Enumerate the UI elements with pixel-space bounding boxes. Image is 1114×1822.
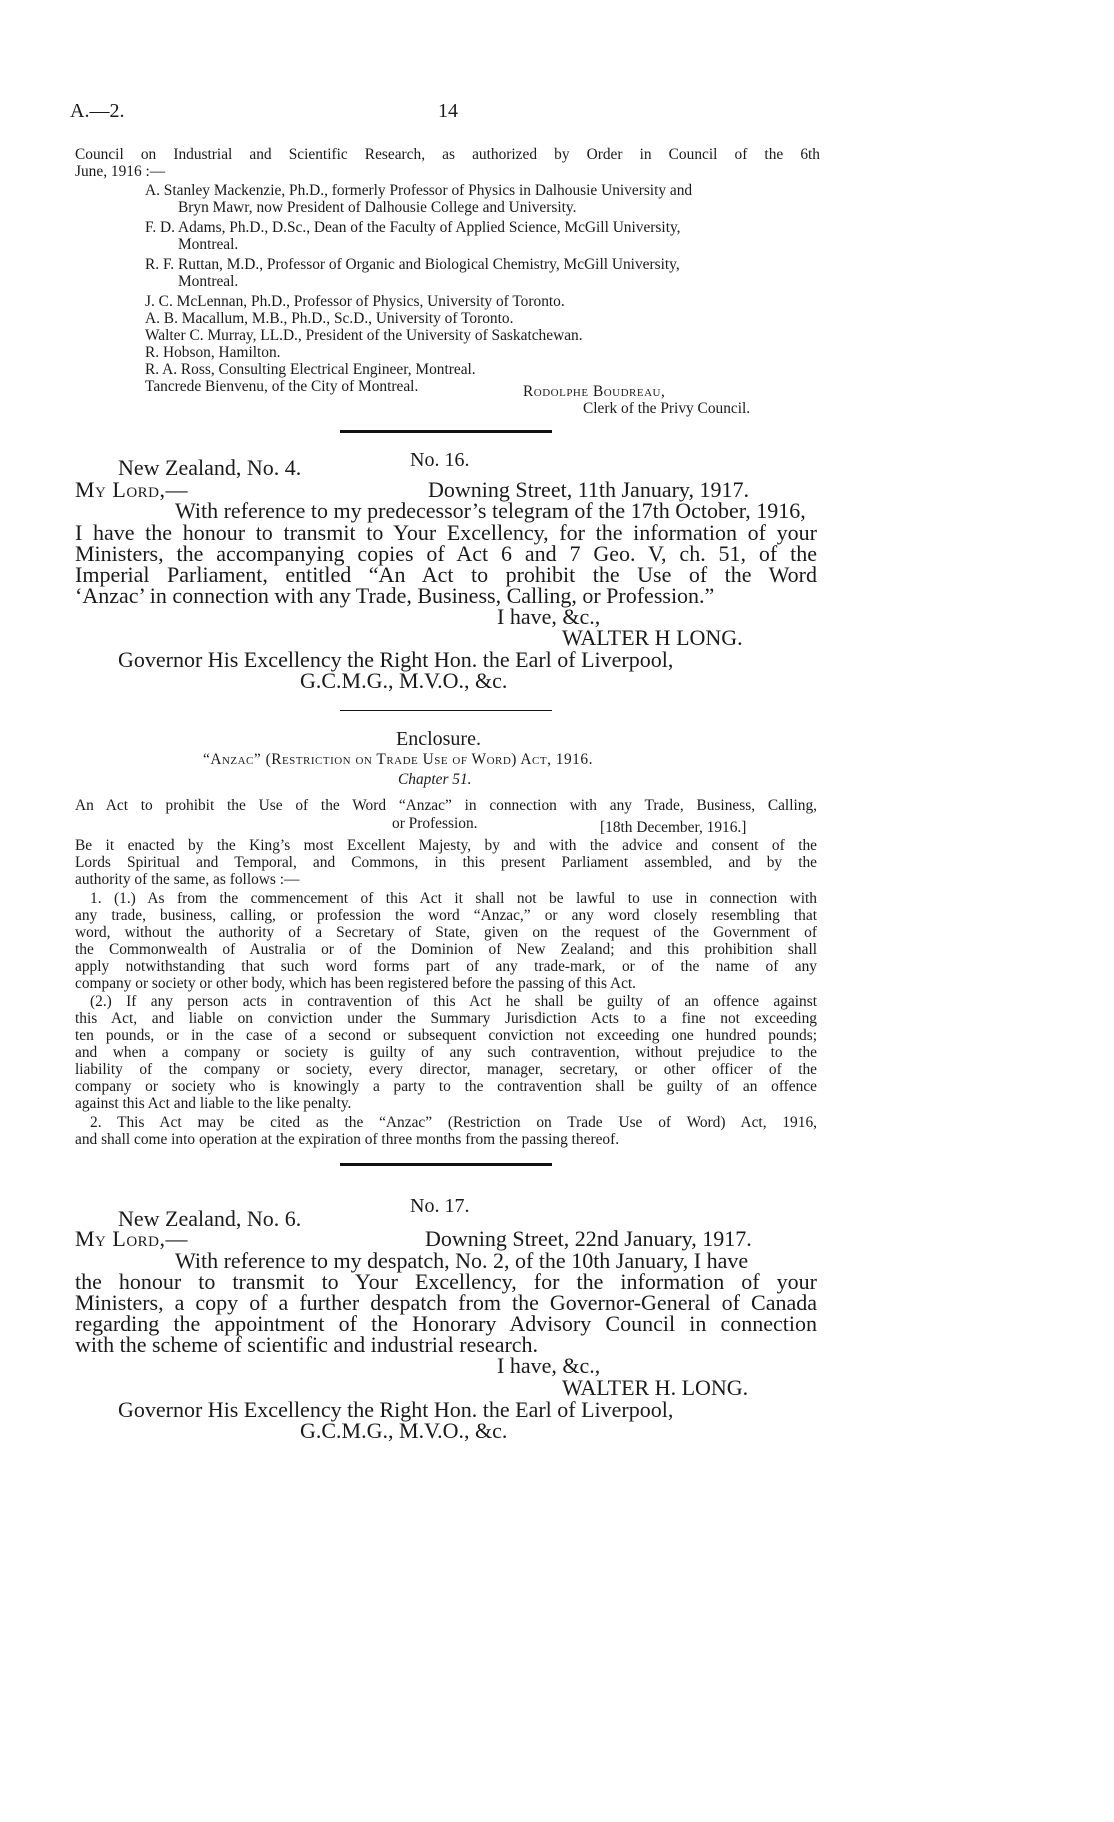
- place-date: Downing Street, 11th January, 1917.: [428, 477, 749, 502]
- salutation: My Lord,—: [75, 1226, 189, 1251]
- signature: WALTER H. LONG.: [562, 1375, 749, 1400]
- body-line: With reference to my predecessor’s telegram of the 17th October, 1916,: [175, 498, 806, 523]
- section-divider: [340, 430, 552, 433]
- section-1-1: word, without the authority of a Secretary of State, given on the request of the Government of: [75, 924, 817, 941]
- section-1-2: (2.) If any person acts in contravention of this Act he shall be guilty of an offence against: [90, 993, 817, 1010]
- enclosure-heading: Enclosure.: [396, 728, 481, 750]
- document-reference: A.—2.: [70, 100, 125, 122]
- act-long-title-cont: or Profession.: [392, 815, 478, 832]
- closing: I have, &c.,: [497, 1353, 601, 1378]
- addressee: Governor His Excellency the Right Hon. the Earl of Liverpool,: [118, 647, 674, 672]
- section-1-2: liability of the company or society, every director, manager, secretary, or other officer of the: [75, 1061, 817, 1078]
- body-line: Ministers, a copy of a further despatch from the Governor-General of Canada: [75, 1290, 817, 1315]
- section-divider: [340, 1163, 552, 1166]
- place-date: Downing Street, 22nd January, 1917.: [425, 1226, 752, 1251]
- act-chapter: Chapter 51.: [398, 771, 472, 788]
- despatch-country: New Zealand, No. 6.: [118, 1206, 302, 1231]
- section-1-1: company or society or other body, which has been registered before the passing of this Act.: [75, 975, 637, 992]
- body-line: Imperial Parliament, entitled “An Act to prohibit the Use of the Word: [75, 562, 817, 587]
- council-member: Walter C. Murray, LL.D., President of the University of Saskatchewan.: [145, 327, 583, 344]
- section-1-2: against this Act and liable to the like penalty.: [75, 1095, 352, 1112]
- section-1-1: 1. (1.) As from the commencement of this Act it shall not be lawful to use in connection with: [90, 890, 817, 907]
- despatch-number: No. 17.: [410, 1195, 470, 1217]
- council-member: Tancrede Bienvenu, of the City of Montreal.: [145, 378, 419, 395]
- signatory-title: Clerk of the Privy Council.: [583, 400, 751, 417]
- body-line: regarding the appointment of the Honorary Advisory Council in connection: [75, 1311, 817, 1336]
- council-member: R. F. Ruttan, M.D., Professor of Organic and Biological Chemistry, McGill University,: [145, 256, 680, 273]
- body-line: with the scheme of scientific and industrial research.: [75, 1332, 539, 1357]
- enacting-clause: authority of the same, as follows :—: [75, 871, 300, 888]
- council-member: R. Hobson, Hamilton.: [145, 344, 281, 361]
- body-line: the honour to transmit to Your Excellency, for the information of your: [75, 1269, 817, 1294]
- despatch-country: New Zealand, No. 4.: [118, 455, 302, 480]
- section-1-2: this Act, and liable on conviction under the Summary Jurisdiction Acts to a fine not exceeding: [75, 1010, 817, 1027]
- section-1-1: apply notwithstanding that such word forms part of any trade-mark, or of the name of any: [75, 958, 817, 975]
- council-member: J. C. McLennan, Ph.D., Professor of Physics, University of Toronto.: [145, 293, 565, 310]
- body-line: ‘Anzac’ in connection with any Trade, Business, Calling, or Profession.”: [75, 583, 715, 608]
- addressee-honours: G.C.M.G., M.V.O., &c.: [300, 1418, 508, 1443]
- closing: I have, &c.,: [497, 604, 601, 629]
- signatory-name: Rodolphe Boudreau,: [523, 383, 666, 400]
- council-intro: Council on Industrial and Scientific Research, as authorized by Order in Council of the 6th: [75, 146, 820, 163]
- council-member-cont: Montreal.: [178, 236, 239, 253]
- addressee: Governor His Excellency the Right Hon. the Earl of Liverpool,: [118, 1397, 674, 1422]
- salutation: My Lord,—: [75, 477, 189, 502]
- despatch-number: No. 16.: [410, 449, 470, 471]
- section-1-2: ten pounds, or in the case of a second or subsequent conviction not exceeding one hundred pounds;: [75, 1027, 817, 1044]
- council-member-cont: Montreal.: [178, 273, 239, 290]
- act-title: “Anzac” (Restriction on Trade Use of Word) Act, 1916.: [203, 751, 593, 768]
- section-divider: [340, 710, 552, 711]
- section-2: and shall come into operation at the expiration of three months from the passing thereof.: [75, 1131, 620, 1148]
- act-long-title: An Act to prohibit the Use of the Word “Anzac” in connection with any Trade, Business, Calling,: [75, 797, 817, 814]
- body-line: I have the honour to transmit to Your Excellency, for the information of your: [75, 520, 817, 545]
- council-member: R. A. Ross, Consulting Electrical Engineer, Montreal.: [145, 361, 476, 378]
- council-member-cont: Bryn Mawr, now President of Dalhousie College and University.: [178, 199, 577, 216]
- section-1-2: and when a company or society is guilty of any such contravention, without prejudice to the: [75, 1044, 817, 1061]
- body-line: With reference to my despatch, No. 2, of the 10th January, I have: [175, 1248, 749, 1273]
- council-intro-date: June, 1916 :—: [75, 163, 166, 180]
- section-1-1: any trade, business, calling, or profession the word “Anzac,” or any word closely resembling that: [75, 907, 817, 924]
- addressee-honours: G.C.M.G., M.V.O., &c.: [300, 668, 508, 693]
- enacting-clause: Lords Spiritual and Temporal, and Commons, in this present Parliament assembled, and by the: [75, 854, 817, 871]
- section-1-1: the Commonwealth of Australia or of the Dominion of New Zealand; and this prohibition shall: [75, 941, 817, 958]
- council-member: A. Stanley Mackenzie, Ph.D., formerly Professor of Physics in Dalhousie University and: [145, 182, 693, 199]
- enacting-clause: Be it enacted by the King’s most Excellent Majesty, by and with the advice and consent of the: [75, 837, 817, 854]
- section-1-2: company or society who is knowingly a party to the contravention shall be guilty of an offence: [75, 1078, 817, 1095]
- act-date: [18th December, 1916.]: [600, 819, 747, 836]
- section-2: 2. This Act may be cited as the “Anzac” (Restriction on Trade Use of Word) Act, 1916,: [90, 1114, 817, 1131]
- page-number: 14: [438, 100, 458, 122]
- body-line: Ministers, the accompanying copies of Act 6 and 7 Geo. V, ch. 51, of the: [75, 541, 817, 566]
- council-member: F. D. Adams, Ph.D., D.Sc., Dean of the Faculty of Applied Science, McGill University,: [145, 219, 681, 236]
- signature: WALTER H LONG.: [562, 625, 743, 650]
- council-member: A. B. Macallum, M.B., Ph.D., Sc.D., University of Toronto.: [145, 310, 514, 327]
